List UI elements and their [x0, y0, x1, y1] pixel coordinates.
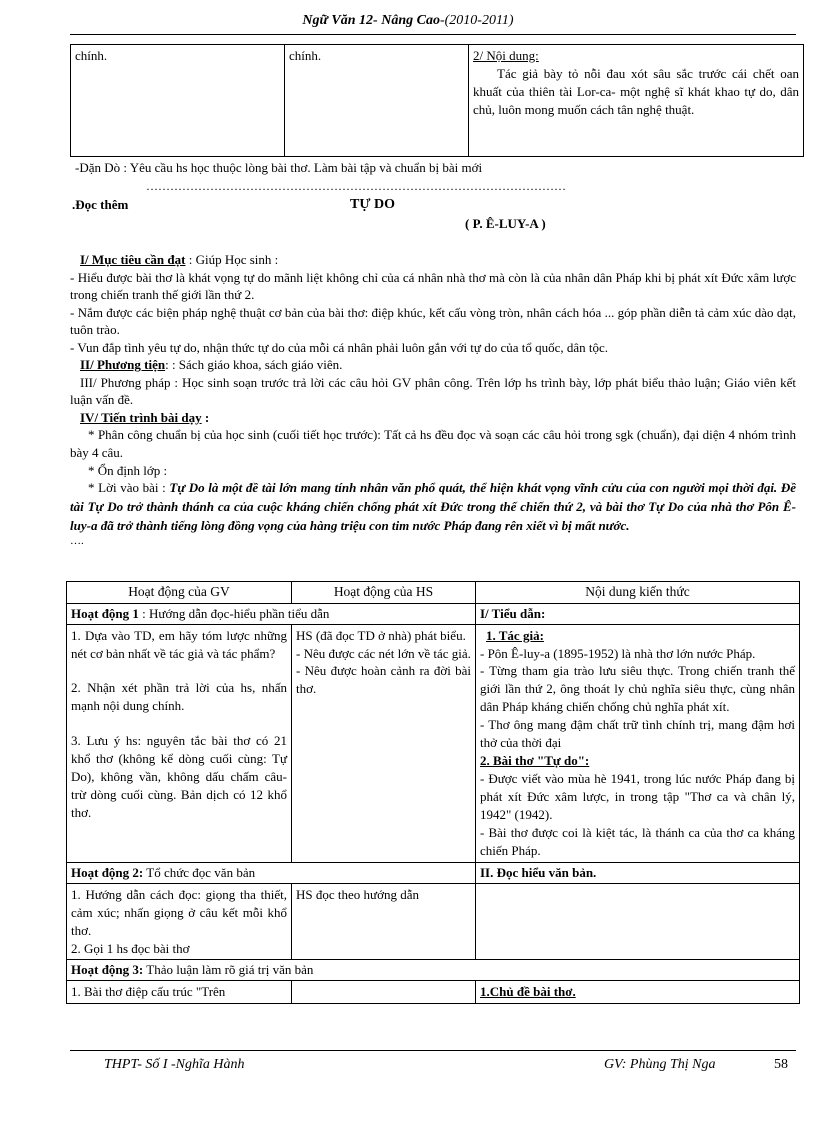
gv-1-item: 3. Lưu ý hs: nguyên tắc bài thơ có 21 khổ thơ (không kể dòng cuối cùng: Tự Do), không vần, không dấu chấm câu- trừ dòng cuối cùng. Bản dịch có 12 khổ thơ.	[71, 733, 287, 821]
objectives-block	[70, 251, 796, 547]
gv-2-item: 1. Hướng dẫn cách đọc: giọng tha thiết, cảm xúc; nhấn giọng ở câu kết mỗi khổ thơ.	[71, 886, 287, 938]
hs-1-item: HS (đã đọc TD ở nhà) phát biểu.	[296, 627, 466, 643]
objective-item: - Nắm được các biện pháp nghệ thuật cơ bản của bài thơ: điệp khúc, kết cấu vòng tròn, nhân cách hóa ... góp phần diễn tả cảm xúc dào dạt, tuôn trào.	[70, 304, 796, 338]
author-line: - Từng tham gia trào lưu siêu thực. Trong chiến tranh thế giới lần thứ 2, ông thoát ly chủ nghĩa siêu thực, cùng nhân dân Pháp kháng chiến chống chủ nghĩa phát xít.	[480, 663, 795, 715]
hs-1-item: - Nêu được hoàn cảnh ra đời bài thơ.	[296, 663, 471, 697]
means-text: : : Sách giáo khoa, sách giáo viên.	[165, 357, 343, 373]
lesson-author: ( P. Ê-LUY-A )	[465, 216, 546, 231]
activity-2-content-row	[67, 883, 800, 960]
process-prep: * Phân công chuẩn bị của học sinh (cuối tiết học trước): Tất cả hs đều đọc và soạn các câu hỏi trong sgk (chuẩn), đại diện 4 nhóm trình bày 4 câu.	[70, 427, 796, 461]
top-col2: chính.	[285, 45, 469, 157]
section-2-heading: II. Đọc hiểu văn bản.	[476, 862, 800, 883]
top-col3-heading: 2/ Nội dung:	[473, 48, 539, 63]
activity-1-row	[67, 603, 800, 624]
hs-cell-2: HS đọc theo hướng dẫn	[292, 883, 476, 960]
objective-item: - Vun đắp tình yêu tự do, nhận thức tự do của mỗi cá nhân phải luôn gắn với tự do của tổ quốc, dân tộc.	[70, 339, 609, 355]
author-heading: 1. Tác giả:	[486, 627, 544, 643]
hs-cell-1	[292, 624, 476, 862]
process-intro-text: Tự Do là một đề tài lớn mang tính nhân văn phổ quát, thể hiện khát vọng vĩnh cửu của con người mọi thời đại. Đề tài Tự Do trở thành thánh ca của cuộc kháng chiến chống phát xít Đức trong thế chiến thứ 2, và bài thơ Tự Do của nhà thơ Pôn Ê-luy-a đã trở thành tiếng lòng đồng vọng của hàng triệu con tim nước Pháp đang rên xiết vì bị mất nước.	[70, 480, 796, 533]
top-table	[70, 44, 804, 157]
gv-1-item: 1. Dựa vào TD, em hãy tóm lược những nét cơ bản nhất về tác giả và tác phẩm?	[71, 627, 287, 661]
activity-1-content-row	[67, 624, 800, 862]
process-colon: :	[201, 409, 210, 425]
header-rule	[70, 34, 796, 35]
top-col3-text: Tác giả bày tỏ nỗi đau xót sâu sắc trước cái chết oan khuất của thiên tài Lor-ca- một nghệ sĩ khát khao tự do, dân chủ, luôn mong muốn cách tân nghệ thuật.	[473, 65, 799, 117]
lesson-label: .Đọc thêm	[72, 197, 129, 212]
activity-2-label: Hoạt động 2:	[71, 864, 144, 880]
gv-cell-2	[67, 883, 292, 960]
footer-teacher: GV: Phùng Thị Nga	[604, 1057, 716, 1072]
activity-3-row	[67, 960, 800, 981]
process-intro-label: * Lời vào bài :	[88, 480, 170, 496]
footer-rule	[70, 1050, 796, 1051]
gv-2-item: 2. Gọi 1 hs đọc bài thơ	[71, 940, 190, 956]
content-cell-1	[476, 624, 800, 862]
activity-1-text: : Hướng dẫn đọc-hiểu phần tiểu dẫn	[138, 605, 330, 621]
section-1-heading: I/ Tiểu dẫn:	[476, 603, 800, 624]
activity-1-label: Hoạt động 1	[71, 605, 139, 621]
content-cell-3: 1.Chủ đề bài thơ.	[476, 981, 800, 1004]
header-title: Ngữ Văn 12- Nâng Cao	[302, 13, 440, 28]
activity-2-row	[67, 862, 800, 883]
activity-2-text: Tổ chức đọc văn bản	[143, 864, 256, 880]
author-line: - Thơ ông mang đậm chất trữ tình chính trị, mang đậm hơi thở của thời đại	[480, 717, 795, 751]
content-cell-2	[476, 883, 800, 960]
author-line: - Pôn Ê-luy-a (1895-1952) là nhà thơ lớn nước Pháp.	[480, 645, 756, 661]
process-stabilize: * Ổn định lớp :	[88, 462, 168, 478]
page-number: 58	[774, 1057, 788, 1072]
objectives-heading: I/ Mục tiêu cần đạt	[80, 252, 186, 267]
method-text: III/ Phương pháp : Học sinh soạn trước trả lời các câu hỏi GV phân công. Trên lớp hs trình bày, lớp phát biểu thảo luận; Giáo viên kết luận vấn đề.	[70, 374, 796, 408]
header-year: -(2010-2011)	[439, 13, 514, 28]
activity-3-content-row	[67, 981, 800, 1004]
gv-cell-1	[67, 624, 292, 862]
top-col3	[469, 45, 804, 157]
poem-line: - Bài thơ được coi là kiệt tác, là thánh ca của thơ ca kháng chiến Pháp.	[480, 824, 795, 858]
main-table	[66, 581, 800, 1004]
gv-cell-3: 1. Bài thơ điệp cấu trúc "Trên	[67, 981, 292, 1004]
header-gv: Hoạt động của GV	[67, 582, 292, 604]
homework-line: -Dặn Dò : Yêu cầu hs học thuộc lòng bài thơ. Làm bài tập và chuẩn bị bài mới	[75, 160, 483, 175]
poem-heading: 2. Bài thơ "Tự do":	[480, 753, 590, 769]
header-hs: Hoạt động của HS	[292, 582, 476, 604]
header-content: Nội dung kiến thức	[476, 582, 800, 604]
hs-1-item: - Nêu được các nét lớn về tác giả.	[296, 645, 471, 661]
means-heading: II/ Phương tiện	[80, 357, 166, 373]
page-header	[0, 12, 816, 31]
gv-1-item: 2. Nhận xét phần trả lời của hs, nhấn mạnh nội dung chính.	[71, 680, 287, 714]
footer-school: THPT- Số I -Nghĩa Hành	[104, 1057, 245, 1072]
lesson-title: TỰ DO	[350, 197, 395, 212]
activity-3-text: Thảo luận làm rõ giá trị văn bản	[143, 962, 314, 978]
process-heading: IV/ Tiến trình bài dạy	[80, 409, 202, 425]
poem-line: - Được viết vào mùa hè 1941, trong lúc nước Pháp đang bị phát xít Đức xâm lược, in trong tập "Thơ ca và chân lý, 1942" (1942).	[480, 771, 795, 822]
activity-3-label: Hoạt động 3:	[71, 962, 144, 978]
hs-cell-3	[292, 981, 476, 1004]
process-dots: ….	[70, 534, 84, 547]
dots-line: ……………………………………………………………………………………………	[146, 179, 566, 193]
main-table-header-row	[67, 582, 800, 604]
top-col1: chính.	[71, 45, 285, 157]
objectives-intro: : Giúp Học sinh :	[185, 252, 279, 267]
objective-item: - Hiểu được bài thơ là khát vọng tự do mãnh liệt không chỉ của cá nhân nhà thơ mà còn là của nhân dân Pháp khi bị phát xít Đức xâm lược trong chiến tranh thế giới lần thứ 2.	[70, 269, 796, 303]
